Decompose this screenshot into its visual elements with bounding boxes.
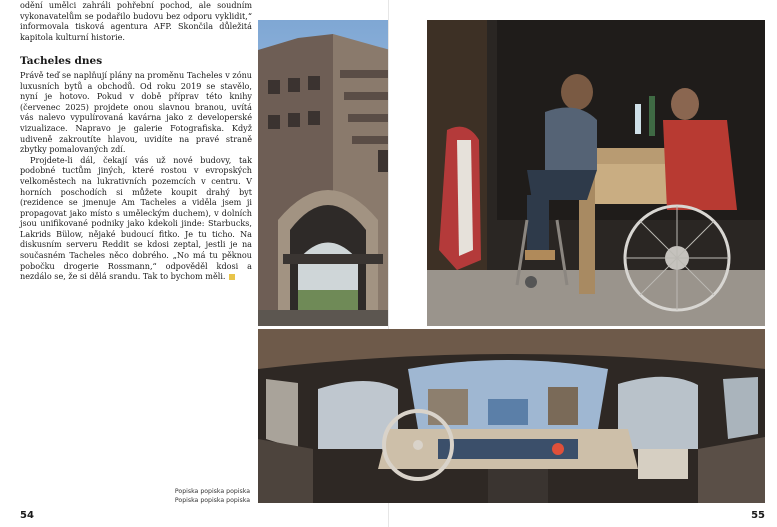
photo-car-interior xyxy=(258,329,765,503)
paragraph-2-text: Projdete-li dál, čekají vás už nové budovy, tak podobné tuctům jiných, které rostou v evropských velkoměstech na lukrativních pozemcích v centru. V horních poschodích si můžete koupit drahý byt (rezidence se jmenuje Am Tacheles a viděla jsem ji propagovat jako místo s uměleckým duchem), v dolních jsou unifikované podniky jako kdekoli jinde: Starbucks, Lakrids Bülow, nějaké budoucí fitko. Je tu ticho. Na diskusním serveru Reddit se kdosi zeptal, jestli je na současném Tacheles něco dobrého. „No má tu pěknou pobočku drogerie Rossmann,“ odpověděl kdosi a nezdálo se, že si dělá srandu. Tak to bychom měli. xyxy=(20,154,252,282)
right-page xyxy=(389,0,777,527)
caption-line-2: Popiska popiska popiska xyxy=(174,497,250,504)
article-text-column xyxy=(20,0,252,282)
photo-workshop xyxy=(427,20,765,326)
page-number-right: 55 xyxy=(751,510,765,521)
caption-line-1: Popiska popiska popiska xyxy=(174,488,250,495)
end-mark-icon xyxy=(229,274,235,280)
paragraph-1: Právě teď se naplňují plány na proměnu Tacheles v zónu luxusních bytů a obchodů. Od roku 2019 se stavělo, nyní je hotovo. Pokud v době příprav této knihy (červenec 2025) projdete onou slavnou branou, uvítá vás nalevo vypulírovaná kavárna jako z developerské vizualizace. Napravo je galerie Fotografiska. Když udiveně zakroutíte hlavou, uvidíte na pravé straně zbytky pomalovaných zdí. xyxy=(20,69,252,155)
intro-paragraph: odění umělci zahráli pohřební pochod, ale soudním vykonavatelům se podařilo budovu bez odporu vyklidit,“ informovala tisková agentura AFP. Skončila důležitá kapitola kulturní historie. xyxy=(20,0,252,42)
paragraph-2 xyxy=(20,155,252,282)
section-heading: Tacheles dnes xyxy=(20,55,103,68)
page-number-left: 54 xyxy=(20,510,34,521)
photo-caption xyxy=(168,487,250,505)
